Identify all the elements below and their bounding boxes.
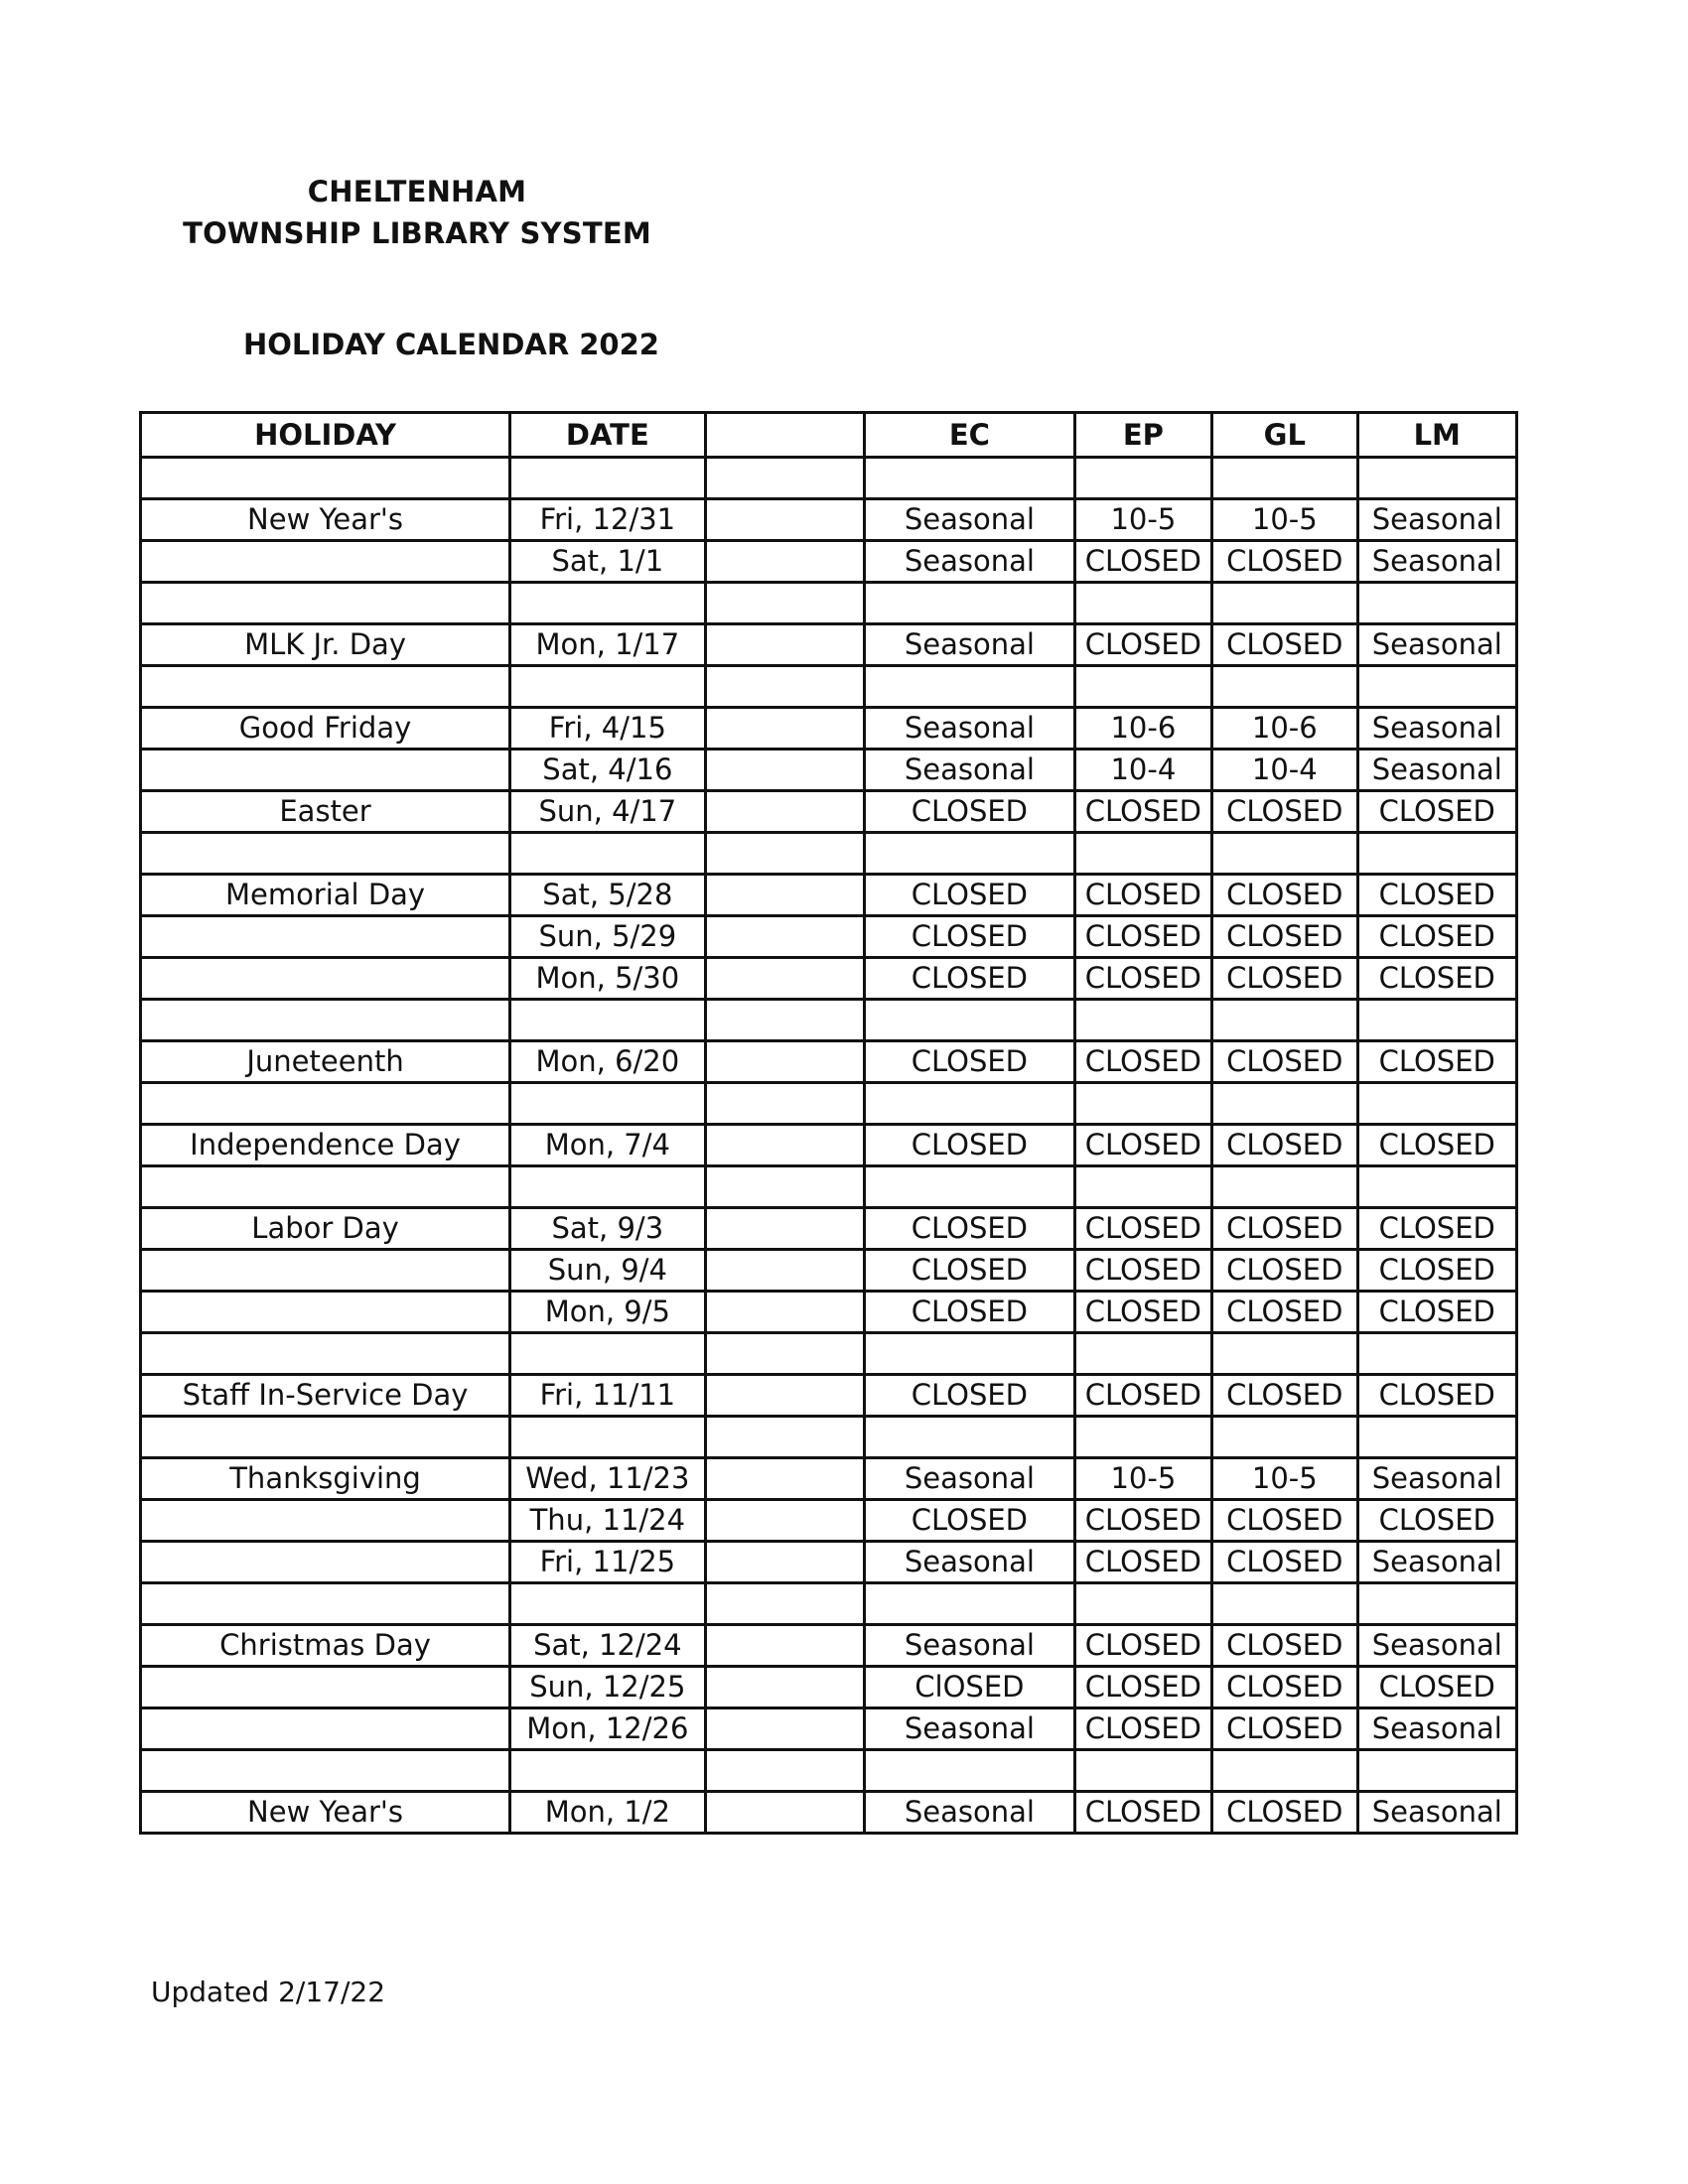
cell-blank <box>705 791 864 833</box>
cell-ec: Seasonal <box>865 1542 1075 1583</box>
cell-date: Mon, 5/30 <box>510 958 706 1000</box>
cell-gl <box>1212 1333 1357 1375</box>
cell-blank <box>705 833 864 875</box>
cell-ec <box>865 1000 1075 1041</box>
cell-holiday <box>141 1417 510 1458</box>
cell-date <box>510 458 706 499</box>
cell-holiday <box>141 458 510 499</box>
cell-ec: CLOSED <box>865 1208 1075 1250</box>
cell-ep <box>1074 1583 1211 1625</box>
cell-lm <box>1357 1083 1517 1125</box>
cell-ec: CLOSED <box>865 916 1075 958</box>
cell-date: Sat, 4/16 <box>510 750 706 791</box>
cell-ep <box>1074 1417 1211 1458</box>
cell-date <box>510 1083 706 1125</box>
cell-lm <box>1357 1583 1517 1625</box>
cell-holiday: Labor Day <box>141 1208 510 1250</box>
cell-lm: Seasonal <box>1357 1708 1517 1750</box>
table-row <box>141 541 1517 583</box>
cell-blank <box>705 1375 864 1417</box>
cell-ep <box>1074 1083 1211 1125</box>
cell-blank <box>705 1083 864 1125</box>
cell-ep: CLOSED <box>1074 1500 1211 1542</box>
table-row <box>141 1625 1517 1667</box>
cell-ep: CLOSED <box>1074 1375 1211 1417</box>
cell-holiday: New Year's <box>141 499 510 541</box>
cell-lm <box>1357 666 1517 708</box>
cell-holiday <box>141 583 510 624</box>
cell-holiday: Juneteenth <box>141 1041 510 1083</box>
cell-lm: CLOSED <box>1357 1292 1517 1333</box>
cell-ec: Seasonal <box>865 1625 1075 1667</box>
cell-ec <box>865 833 1075 875</box>
cell-holiday <box>141 1292 510 1333</box>
cell-lm: Seasonal <box>1357 1625 1517 1667</box>
cell-ec <box>865 458 1075 499</box>
cell-ep <box>1074 1000 1211 1041</box>
cell-ep: CLOSED <box>1074 1041 1211 1083</box>
cell-ec <box>865 1750 1075 1792</box>
cell-gl: CLOSED <box>1212 1542 1357 1583</box>
table-row <box>141 750 1517 791</box>
cell-gl: CLOSED <box>1212 1375 1357 1417</box>
cell-lm: CLOSED <box>1357 1208 1517 1250</box>
cell-blank <box>705 1125 864 1166</box>
cell-date <box>510 1583 706 1625</box>
cell-ep <box>1074 666 1211 708</box>
spacer-row <box>141 1750 1517 1792</box>
cell-gl <box>1212 1417 1357 1458</box>
cell-ec: ClOSED <box>865 1667 1075 1708</box>
spacer-row <box>141 1583 1517 1625</box>
table-row <box>141 875 1517 916</box>
cell-blank <box>705 541 864 583</box>
cell-ec <box>865 583 1075 624</box>
cell-date: Fri, 11/25 <box>510 1542 706 1583</box>
cell-date: Wed, 11/23 <box>510 1458 706 1500</box>
cell-gl: 10-5 <box>1212 499 1357 541</box>
cell-gl: CLOSED <box>1212 1292 1357 1333</box>
cell-ep: CLOSED <box>1074 958 1211 1000</box>
cell-ec: Seasonal <box>865 499 1075 541</box>
spacer-row <box>141 458 1517 499</box>
cell-holiday <box>141 666 510 708</box>
cell-ep: 10-4 <box>1074 750 1211 791</box>
cell-date: Sun, 12/25 <box>510 1667 706 1708</box>
cell-gl <box>1212 1083 1357 1125</box>
cell-ep: 10-5 <box>1074 499 1211 541</box>
cell-lm: Seasonal <box>1357 1792 1517 1834</box>
cell-blank <box>705 1417 864 1458</box>
cell-blank <box>705 1792 864 1834</box>
spacer-row <box>141 666 1517 708</box>
cell-ep: CLOSED <box>1074 1625 1211 1667</box>
cell-date: Fri, 11/11 <box>510 1375 706 1417</box>
cell-lm <box>1357 833 1517 875</box>
table-row <box>141 1458 1517 1500</box>
cell-blank <box>705 875 864 916</box>
table-body <box>141 458 1517 1834</box>
cell-blank <box>705 916 864 958</box>
column-header-holiday: HOLIDAY <box>141 413 510 458</box>
cell-ep: CLOSED <box>1074 1208 1211 1250</box>
cell-blank <box>705 1583 864 1625</box>
cell-holiday <box>141 1250 510 1292</box>
cell-lm: Seasonal <box>1357 1542 1517 1583</box>
cell-gl: CLOSED <box>1212 958 1357 1000</box>
cell-ec: CLOSED <box>865 875 1075 916</box>
cell-blank <box>705 1250 864 1292</box>
organization-name-line1: CHELTENHAM <box>307 175 527 208</box>
cell-ec <box>865 1333 1075 1375</box>
table-row <box>141 1542 1517 1583</box>
cell-blank <box>705 1542 864 1583</box>
cell-gl: CLOSED <box>1212 1667 1357 1708</box>
cell-gl <box>1212 666 1357 708</box>
organization-name-line2: TOWNSHIP LIBRARY SYSTEM <box>183 216 651 250</box>
cell-ep: CLOSED <box>1074 1125 1211 1166</box>
cell-blank <box>705 1041 864 1083</box>
table-row <box>141 916 1517 958</box>
table-header-row <box>141 413 1517 458</box>
cell-date: Mon, 7/4 <box>510 1125 706 1166</box>
column-header-ep: EP <box>1074 413 1211 458</box>
cell-date <box>510 583 706 624</box>
table-row <box>141 1667 1517 1708</box>
spacer-row <box>141 1333 1517 1375</box>
cell-date: Sat, 12/24 <box>510 1625 706 1667</box>
cell-ep <box>1074 1333 1211 1375</box>
cell-ec: Seasonal <box>865 708 1075 750</box>
cell-blank <box>705 958 864 1000</box>
cell-blank <box>705 1000 864 1041</box>
cell-holiday: Staff In-Service Day <box>141 1375 510 1417</box>
table-row <box>141 1292 1517 1333</box>
cell-gl <box>1212 458 1357 499</box>
cell-gl: CLOSED <box>1212 1708 1357 1750</box>
cell-ep: CLOSED <box>1074 1792 1211 1834</box>
cell-holiday: Christmas Day <box>141 1625 510 1667</box>
cell-blank <box>705 1208 864 1250</box>
cell-holiday <box>141 1333 510 1375</box>
cell-ep <box>1074 833 1211 875</box>
cell-blank <box>705 1333 864 1375</box>
cell-ep: CLOSED <box>1074 541 1211 583</box>
cell-ec: Seasonal <box>865 1708 1075 1750</box>
cell-lm: CLOSED <box>1357 1250 1517 1292</box>
spacer-row <box>141 583 1517 624</box>
cell-ep: CLOSED <box>1074 1667 1211 1708</box>
cell-ec <box>865 666 1075 708</box>
cell-date <box>510 1166 706 1208</box>
table-row <box>141 1792 1517 1834</box>
cell-lm: Seasonal <box>1357 750 1517 791</box>
cell-lm: CLOSED <box>1357 1041 1517 1083</box>
cell-blank <box>705 666 864 708</box>
cell-date: Mon, 6/20 <box>510 1041 706 1083</box>
cell-blank <box>705 1750 864 1792</box>
cell-date: Mon, 1/2 <box>510 1792 706 1834</box>
table-row <box>141 708 1517 750</box>
cell-lm: CLOSED <box>1357 1125 1517 1166</box>
cell-ec: CLOSED <box>865 958 1075 1000</box>
cell-gl: CLOSED <box>1212 541 1357 583</box>
cell-lm: Seasonal <box>1357 708 1517 750</box>
cell-gl: CLOSED <box>1212 624 1357 666</box>
cell-gl <box>1212 1750 1357 1792</box>
cell-holiday: Independence Day <box>141 1125 510 1166</box>
cell-ep <box>1074 1166 1211 1208</box>
cell-holiday: Easter <box>141 791 510 833</box>
column-header-blank <box>705 413 864 458</box>
cell-gl: CLOSED <box>1212 1625 1357 1667</box>
table-row <box>141 791 1517 833</box>
cell-date: Mon, 1/17 <box>510 624 706 666</box>
cell-ec <box>865 1166 1075 1208</box>
cell-ec: CLOSED <box>865 791 1075 833</box>
cell-date <box>510 1000 706 1041</box>
cell-ep: CLOSED <box>1074 1250 1211 1292</box>
cell-ec: Seasonal <box>865 1792 1075 1834</box>
cell-holiday <box>141 958 510 1000</box>
cell-blank <box>705 583 864 624</box>
cell-gl <box>1212 833 1357 875</box>
cell-ec: CLOSED <box>865 1292 1075 1333</box>
cell-date: Fri, 4/15 <box>510 708 706 750</box>
table-row <box>141 1041 1517 1083</box>
cell-ec: Seasonal <box>865 624 1075 666</box>
cell-lm: CLOSED <box>1357 916 1517 958</box>
column-header-ec: EC <box>865 413 1075 458</box>
cell-gl <box>1212 1000 1357 1041</box>
cell-date: Sat, 1/1 <box>510 541 706 583</box>
cell-date: Mon, 9/5 <box>510 1292 706 1333</box>
updated-note: Updated 2/17/22 <box>151 1976 386 2008</box>
column-header-date: DATE <box>510 413 706 458</box>
cell-blank <box>705 1166 864 1208</box>
cell-gl: CLOSED <box>1212 916 1357 958</box>
table-row <box>141 1125 1517 1166</box>
cell-lm <box>1357 1750 1517 1792</box>
cell-ep <box>1074 1750 1211 1792</box>
cell-ep: CLOSED <box>1074 916 1211 958</box>
cell-ep: 10-6 <box>1074 708 1211 750</box>
cell-lm <box>1357 1166 1517 1208</box>
cell-date: Mon, 12/26 <box>510 1708 706 1750</box>
cell-lm: CLOSED <box>1357 958 1517 1000</box>
cell-blank <box>705 1500 864 1542</box>
cell-gl: CLOSED <box>1212 791 1357 833</box>
cell-blank <box>705 750 864 791</box>
cell-lm <box>1357 1000 1517 1041</box>
cell-blank <box>705 458 864 499</box>
table-row <box>141 1500 1517 1542</box>
cell-blank <box>705 1458 864 1500</box>
cell-holiday <box>141 1166 510 1208</box>
cell-gl <box>1212 1583 1357 1625</box>
cell-ep: CLOSED <box>1074 791 1211 833</box>
cell-gl: CLOSED <box>1212 1208 1357 1250</box>
table-row <box>141 624 1517 666</box>
cell-lm: CLOSED <box>1357 1375 1517 1417</box>
cell-lm: Seasonal <box>1357 499 1517 541</box>
cell-holiday <box>141 916 510 958</box>
cell-ec <box>865 1083 1075 1125</box>
cell-date: Sat, 9/3 <box>510 1208 706 1250</box>
table-row <box>141 1708 1517 1750</box>
cell-ec: CLOSED <box>865 1041 1075 1083</box>
cell-ep: CLOSED <box>1074 624 1211 666</box>
cell-blank <box>705 1292 864 1333</box>
cell-gl: CLOSED <box>1212 1041 1357 1083</box>
cell-holiday <box>141 541 510 583</box>
cell-gl: CLOSED <box>1212 1500 1357 1542</box>
cell-lm: CLOSED <box>1357 1667 1517 1708</box>
cell-ec: CLOSED <box>865 1500 1075 1542</box>
cell-gl <box>1212 1166 1357 1208</box>
cell-date <box>510 833 706 875</box>
cell-blank <box>705 624 864 666</box>
cell-date: Fri, 12/31 <box>510 499 706 541</box>
cell-gl: 10-5 <box>1212 1458 1357 1500</box>
spacer-row <box>141 1166 1517 1208</box>
cell-holiday <box>141 1750 510 1792</box>
cell-date <box>510 1417 706 1458</box>
cell-holiday <box>141 1542 510 1583</box>
cell-date: Thu, 11/24 <box>510 1500 706 1542</box>
cell-lm <box>1357 1333 1517 1375</box>
cell-blank <box>705 708 864 750</box>
cell-ep <box>1074 458 1211 499</box>
cell-lm: CLOSED <box>1357 1500 1517 1542</box>
cell-blank <box>705 1667 864 1708</box>
cell-ec: CLOSED <box>865 1250 1075 1292</box>
cell-date <box>510 1333 706 1375</box>
cell-gl: CLOSED <box>1212 1250 1357 1292</box>
cell-gl: 10-6 <box>1212 708 1357 750</box>
cell-ec <box>865 1417 1075 1458</box>
cell-holiday: New Year's <box>141 1792 510 1834</box>
cell-lm <box>1357 1417 1517 1458</box>
spacer-row <box>141 1417 1517 1458</box>
cell-gl: CLOSED <box>1212 875 1357 916</box>
cell-blank <box>705 1625 864 1667</box>
cell-ec: Seasonal <box>865 541 1075 583</box>
cell-lm: CLOSED <box>1357 791 1517 833</box>
cell-date: Sat, 5/28 <box>510 875 706 916</box>
spacer-row <box>141 1083 1517 1125</box>
cell-lm: Seasonal <box>1357 1458 1517 1500</box>
cell-ec: Seasonal <box>865 750 1075 791</box>
cell-holiday <box>141 750 510 791</box>
cell-ep: CLOSED <box>1074 1292 1211 1333</box>
cell-ep: CLOSED <box>1074 875 1211 916</box>
cell-ec: CLOSED <box>865 1375 1075 1417</box>
cell-holiday <box>141 1583 510 1625</box>
holiday-calendar-table <box>139 411 1518 1835</box>
cell-holiday <box>141 1000 510 1041</box>
cell-holiday <box>141 833 510 875</box>
cell-gl: CLOSED <box>1212 1792 1357 1834</box>
cell-holiday: Good Friday <box>141 708 510 750</box>
cell-ec <box>865 1583 1075 1625</box>
cell-blank <box>705 499 864 541</box>
cell-holiday: Memorial Day <box>141 875 510 916</box>
cell-date: Sun, 9/4 <box>510 1250 706 1292</box>
cell-holiday: Thanksgiving <box>141 1458 510 1500</box>
cell-ep: 10-5 <box>1074 1458 1211 1500</box>
cell-lm: Seasonal <box>1357 624 1517 666</box>
cell-ep: CLOSED <box>1074 1542 1211 1583</box>
cell-gl: CLOSED <box>1212 1125 1357 1166</box>
cell-gl: 10-4 <box>1212 750 1357 791</box>
column-header-gl: GL <box>1212 413 1357 458</box>
calendar-title: HOLIDAY CALENDAR 2022 <box>243 328 659 361</box>
cell-holiday: MLK Jr. Day <box>141 624 510 666</box>
cell-date: Sun, 5/29 <box>510 916 706 958</box>
cell-ec: CLOSED <box>865 1125 1075 1166</box>
cell-date <box>510 666 706 708</box>
cell-ep: CLOSED <box>1074 1708 1211 1750</box>
cell-holiday <box>141 1708 510 1750</box>
cell-gl <box>1212 583 1357 624</box>
table-row <box>141 1208 1517 1250</box>
cell-holiday <box>141 1667 510 1708</box>
spacer-row <box>141 833 1517 875</box>
cell-date: Sun, 4/17 <box>510 791 706 833</box>
cell-lm: CLOSED <box>1357 875 1517 916</box>
cell-date <box>510 1750 706 1792</box>
cell-holiday <box>141 1500 510 1542</box>
table-row <box>141 499 1517 541</box>
table-row <box>141 1375 1517 1417</box>
cell-ep <box>1074 583 1211 624</box>
table-row <box>141 1250 1517 1292</box>
cell-ec: Seasonal <box>865 1458 1075 1500</box>
table-row <box>141 958 1517 1000</box>
cell-lm: Seasonal <box>1357 541 1517 583</box>
spacer-row <box>141 1000 1517 1041</box>
cell-lm <box>1357 458 1517 499</box>
cell-holiday <box>141 1083 510 1125</box>
column-header-lm: LM <box>1357 413 1517 458</box>
cell-lm <box>1357 583 1517 624</box>
cell-blank <box>705 1708 864 1750</box>
